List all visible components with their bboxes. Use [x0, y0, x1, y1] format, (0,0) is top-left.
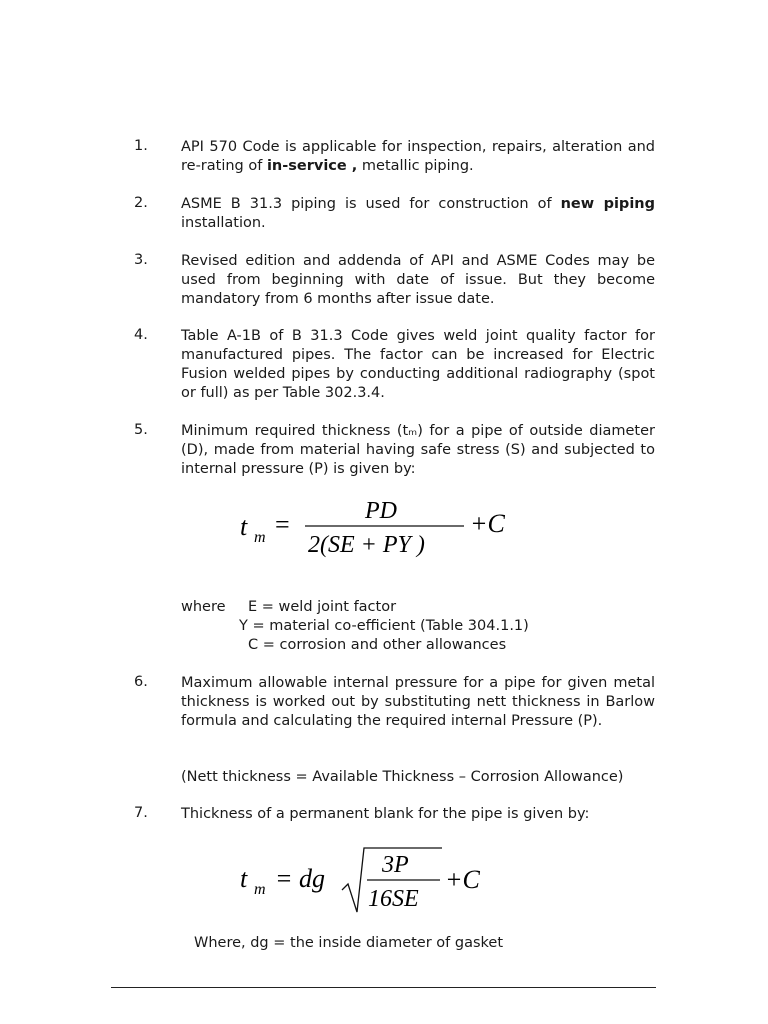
nett-thickness-note: (Nett thickness = Available Thickness – Corrosion Allowance) — [181, 769, 624, 785]
item-number: 5. — [134, 422, 148, 438]
footer-rule — [111, 987, 656, 988]
formula-subscript: m — [254, 881, 266, 898]
definition-c: C = corrosion and other allowances — [248, 637, 507, 653]
item-text: Minimum required thickness (tₘ) for a pipe of outside diameter (D), made from material having safe stress (S) and subjected to internal pressure (P) is given by: — [181, 423, 655, 477]
formula-equals-dg: = dg — [275, 864, 326, 893]
thickness-formula — [230, 490, 540, 570]
item-text: API 570 Code is applicable for inspection, repairs, alteration and re-rating of in-service , metallic piping. — [181, 139, 655, 174]
item-number: 4. — [134, 327, 148, 343]
definition-y: Y = material co-efficient (Table 304.1.1) — [239, 618, 529, 634]
item-number: 2. — [134, 195, 148, 211]
item-number: 3. — [134, 252, 148, 268]
formula-equals: = — [275, 510, 290, 539]
definition-e: E = weld joint factor — [248, 599, 397, 615]
formula-denominator: 16SE — [368, 886, 419, 912]
bold-term: new piping — [560, 196, 655, 212]
item-text: ASME B 31.3 piping is used for construction of new piping installation. — [181, 196, 655, 231]
item-number: 1. — [134, 138, 148, 154]
item-text: Thickness of a permanent blank for the pipe is given by: — [181, 806, 590, 822]
gasket-definition: Where, dg = the inside diameter of gasket — [194, 935, 504, 951]
item-number: 7. — [134, 805, 148, 821]
formula-denominator: 2(SE + PY ) — [308, 532, 425, 558]
blank-thickness-formula — [230, 840, 520, 920]
formula-lhs: t — [240, 512, 248, 541]
bold-term: in-service , — [266, 158, 358, 174]
item-number: 6. — [134, 674, 148, 690]
item-text: Table A-1B of B 31.3 Code gives weld joint quality factor for manufactured pipes. The factor can be increased for Electric Fusion welded pipes by conducting additional radiography (spot or full) as per Table 302.3.4. — [181, 328, 655, 401]
item-text: Maximum allowable internal pressure for a pipe for given metal thickness is worked out by substituting nett thickness in Barlow formula and calculating the required internal Pressure (P). — [181, 675, 655, 729]
item-text: Revised edition and addenda of API and ASME Codes may be used from beginning with date of issue. But they become mandatory from 6 months after issue date. — [181, 253, 655, 307]
formula-constant: +C — [470, 509, 505, 538]
formula-subscript: m — [254, 529, 266, 546]
formula-numerator: 3P — [382, 852, 409, 878]
formula-numerator: PD — [365, 498, 397, 524]
formula-constant: +C — [445, 865, 480, 894]
formula-lhs: t — [240, 864, 248, 893]
where-label: where — [181, 599, 226, 615]
